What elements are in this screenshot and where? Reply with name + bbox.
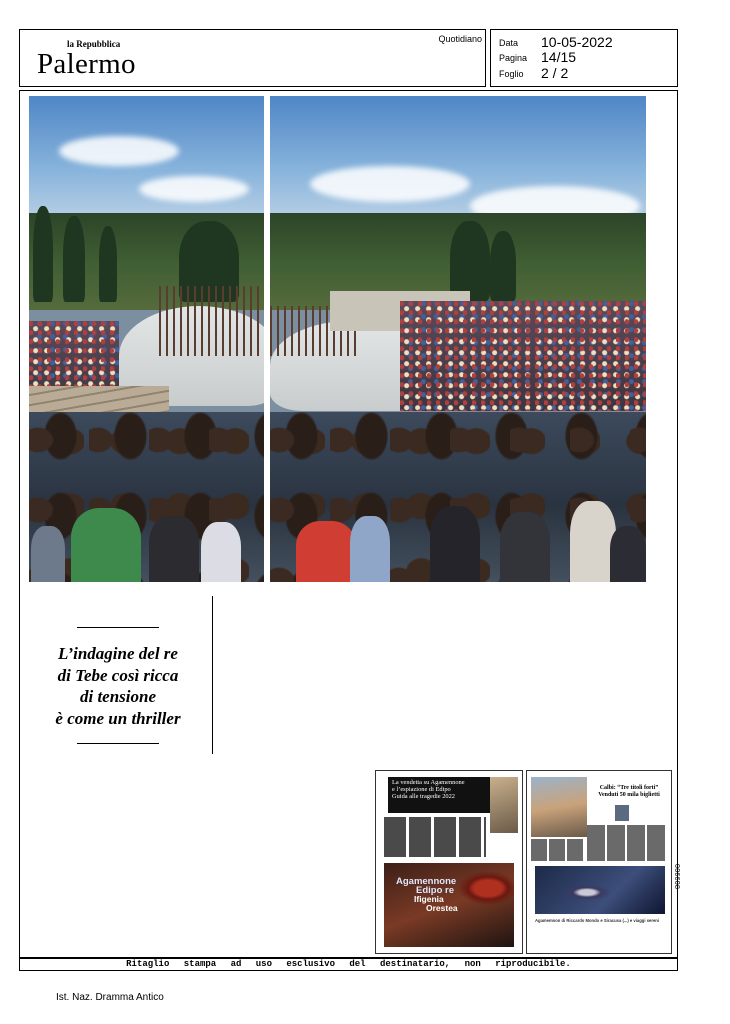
thumbnail-right-ad-image bbox=[535, 866, 665, 914]
meta-date-row bbox=[499, 34, 669, 48]
archive-code: 006608 bbox=[673, 864, 680, 890]
meta-sheet-row bbox=[499, 65, 669, 79]
poster-line-orestea: Orestea bbox=[426, 903, 458, 913]
theatre-photo-right bbox=[270, 96, 646, 582]
meta-date-value: 10-05-2022 bbox=[541, 34, 613, 50]
meta-sheet-label: Foglio bbox=[499, 69, 524, 79]
page-thumbnail-left bbox=[375, 770, 523, 954]
publisher-name: la Repubblica bbox=[67, 39, 121, 49]
thumbnail-right-title: Calbi: “Tre titoli forti” Venduti 50 mila biglietti bbox=[598, 785, 660, 798]
theatre-photo-left bbox=[29, 96, 264, 582]
thumbnail-right-portrait bbox=[615, 805, 629, 821]
page-thumbnail-right bbox=[526, 770, 672, 954]
meta-date-label: Data bbox=[499, 38, 519, 48]
meta-sheet-value: 2 / 2 bbox=[541, 65, 569, 81]
poster-line-edipo: Edipo re bbox=[416, 885, 455, 896]
periodicity-label: Quotidiano bbox=[438, 34, 482, 44]
meta-page-row bbox=[499, 49, 669, 63]
thumbnail-left-text-columns bbox=[384, 817, 486, 857]
poster-line-agamennone: Agamennone bbox=[396, 876, 457, 887]
meta-box bbox=[490, 29, 678, 87]
source-label: Ist. Naz. Dramma Antico bbox=[56, 992, 164, 1003]
meta-page-value: 14/15 bbox=[541, 49, 577, 65]
edition-name: Palermo bbox=[37, 48, 136, 80]
poster-line-ifigenia: Ifigenia bbox=[414, 894, 444, 904]
masthead-box bbox=[19, 29, 486, 87]
thumbnail-right-text-columns-left bbox=[531, 839, 585, 861]
meta-page-label: Pagina bbox=[499, 53, 528, 63]
thumbnail-right-text-columns bbox=[587, 825, 667, 861]
copyright-notice: Ritaglio stampa ad uso esclusivo del destinatario, non riproducibile. bbox=[19, 958, 678, 971]
quote-rule-bottom bbox=[77, 743, 159, 744]
pull-quote: L’indagine del re di Tebe così ricca di tensione è come un thriller bbox=[55, 644, 181, 728]
thumbnail-right-photo bbox=[531, 777, 587, 837]
thumbnail-left-photo bbox=[490, 777, 518, 833]
thumbnail-left-poster bbox=[384, 863, 514, 947]
thumbnail-left-title: La vendetta su Agamennone e l’espiazione di Edipo Guida alle tragedie 2022 bbox=[388, 777, 500, 813]
quote-rule-top bbox=[77, 627, 159, 628]
thumbnail-right-caption: Agamemnon di Riccardo Mondo e Siracusa (...) e viaggi sereni bbox=[535, 918, 660, 923]
column-divider bbox=[212, 596, 213, 754]
